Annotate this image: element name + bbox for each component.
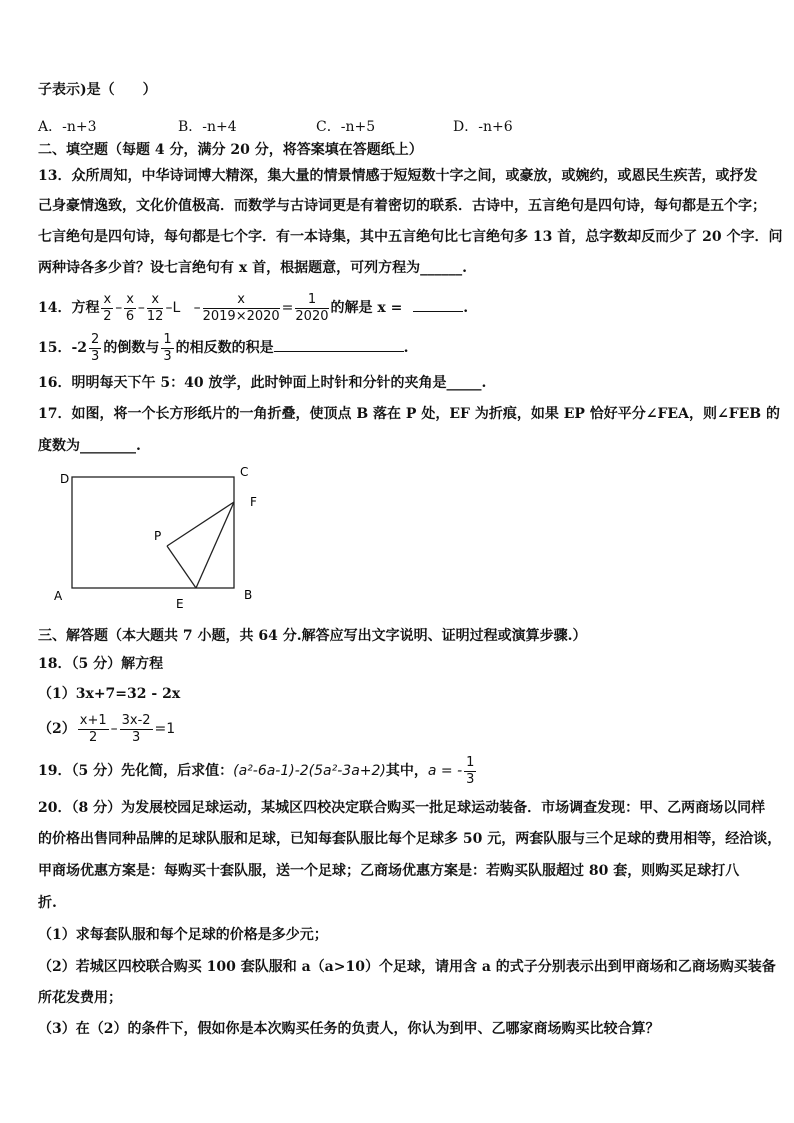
q20-part-3: （3）在（2）的条件下，假如你是本次购买任务的负责人，你认为到甲、乙哪家商场购买比较合算？ [38, 1021, 660, 1037]
q13-line-3: 七言绝句是四句诗，每句都是七个字．有一本诗集，其中五言绝句比七言绝句多 13 首，总字数却反而少了 20 个字．问 [38, 229, 783, 245]
q12-option-a: A．-n+3 [38, 119, 97, 135]
q16: 16．明明每天下午 5：40 放学，此时钟面上时针和分针的夹角是_____. [38, 375, 487, 391]
q17-line-1: 17．如图，将一个长方形纸片的一角折叠，使顶点 B 落在 P 处，EF 为折痕，如果 EP 恰好平分∠FEA，则∠FEB 的 [38, 406, 781, 422]
q14-frac-1: $\frac{x}{2}$ [103, 291, 112, 324]
q17-line-2: 度数为________. [38, 438, 141, 454]
q18-part-2: （2） $\frac{x+1}{2}$ – $\frac{3x-2}{3}$ =1 [38, 712, 176, 745]
q20-part-2-cont: 所花发费用； [38, 990, 122, 1006]
q12-tail: 子表示)是（ ） [38, 82, 157, 98]
label-f: F [250, 495, 257, 509]
q14-frac-4: $\frac{x}{2019\times 2020}$ [202, 291, 280, 324]
q13-line-1: 13．众所周知，中华诗词博大精深，集大量的情景情感于短短数十字之间，或豪放，或婉约，或恩民生疾苦，或抒发 [38, 168, 758, 184]
q14-frac-3: $\frac{x}{12}$ [146, 291, 164, 324]
label-e: E [176, 597, 184, 611]
q14-prefix: 14．方程 [38, 300, 100, 316]
q20-line-2: 的价格出售同种品牌的足球队服和足球，已知每套队服比每个足球多 50 元，两套队服与三个足球的费用相等，经洽谈， [38, 831, 782, 847]
q14-frac-2: $\frac{x}{6}$ [125, 291, 135, 324]
q12-option-d: D．-n+6 [453, 119, 513, 135]
q20-line-3: 甲商场优惠方案是：每购买十套队服，送一个足球；乙商场优惠方案是：若购买队服超过 80 套，则购买足球打八 [38, 863, 740, 879]
q13-line-2: 己身豪情逸致，文化价值极高．而数学与古诗词更是有着密切的联系．古诗中，五言绝句是四句诗，每句都是五个字； [38, 198, 766, 214]
label-p: P [154, 529, 162, 543]
segment-ep [167, 546, 196, 588]
q19-frac: $\frac{1}{3}$ [466, 754, 475, 787]
q20-part-1: （1）求每套队服和每个足球的价格是多少元； [38, 927, 328, 943]
q18-part-1: （1）3x+7=32 - 2x [38, 686, 181, 702]
q19: 19．（5 分）先化简，后求值：(a²-6a-1)-2(5a²-3a+2)其中，a = - $\frac{1}{3}$ [38, 754, 475, 787]
fold-figure [48, 462, 268, 612]
q18-frac-2: $\frac{3x-2}{3}$ [121, 712, 151, 745]
q14-suffix: 的解是 x = [330, 300, 403, 316]
q18-title: 18．（5 分）解方程 [38, 656, 164, 672]
label-c: C [240, 465, 249, 479]
q15-frac: $\frac{1}{3}$ [163, 331, 172, 364]
q15: 15．-2 $\frac{2}{3}$ 的倒数与 $\frac{1}{3}$ 的相反数的积是 . [38, 331, 409, 364]
q20-line-1: 20．（8 分）为发展校园足球运动，某城区四校决定联合购买一批足球运动装备．市场调查发现：甲、乙两商场以同样 [38, 800, 766, 816]
rectangle-abcd [72, 477, 234, 588]
label-d: D [60, 472, 70, 486]
q12-option-b: B．-n+4 [178, 119, 237, 135]
q18-frac-1: $\frac{x+1}{2}$ [79, 712, 107, 745]
q12-option-c: C．-n+5 [316, 119, 376, 135]
section3-title: 三、解答题（本大题共 7 小题，共 64 分.解答应写出文字说明、证明过程或演算步骤.） [38, 628, 587, 644]
section2-title: 二、填空题（每题 4 分，满分 20 分，将答案填在答题纸上） [38, 142, 423, 158]
q13-line-4: 两种诗各多少首？设七言绝句有 x 首，根据题意，可列方程为______. [38, 260, 467, 276]
label-a: A [54, 589, 63, 603]
q15-mixed-frac: $\frac{2}{3}$ [91, 331, 100, 364]
label-b: B [244, 588, 253, 602]
q14-frac-5: $\frac{1}{2020}$ [295, 291, 329, 324]
q20-line-4: 折. [38, 895, 57, 911]
q20-part-2: （2）若城区四校联合购买 100 套队服和 a（a>10）个足球，请用含 a 的式子分别表示出到甲商场和乙商场购买装备 [38, 959, 776, 975]
q14: 14．方程 $\frac{x}{2}$ – $\frac{x}{6}$ – $\frac{x}{12}$ –L – $\frac{x}{2019\times 2020}$ = $\frac{1}{2020}$ 的解是 x = . [38, 291, 469, 324]
